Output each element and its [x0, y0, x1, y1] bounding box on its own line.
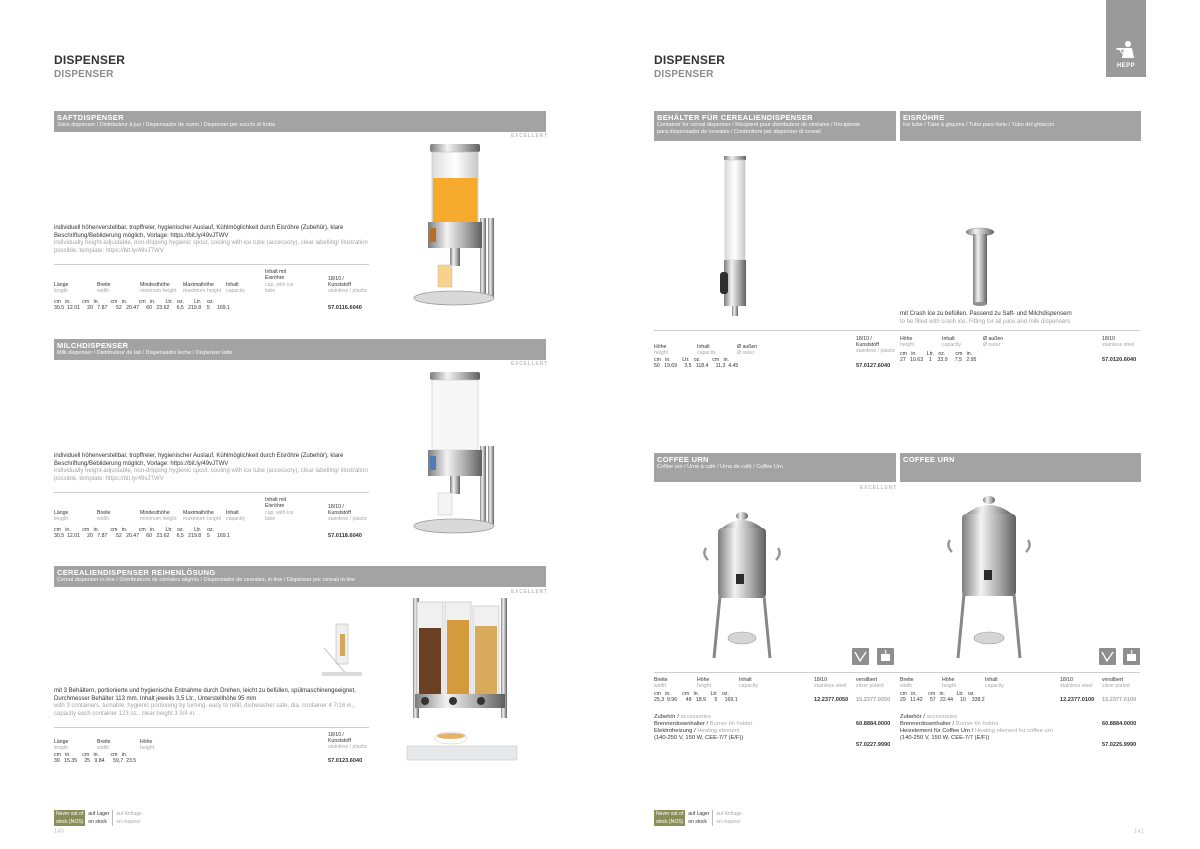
accessory-number: 60.8884.0000	[856, 721, 891, 727]
section-header-saftdispenser	[54, 111, 546, 132]
col-head: Mindesthöhe minimum height	[140, 510, 177, 523]
section-subtitle: Coffee urn / Urne à café / Urna de café / Coffee Urn	[657, 464, 783, 470]
section-title: EISRÖHRE	[903, 113, 945, 122]
section-header-coffee-urn	[654, 453, 896, 482]
accessory-number: 57.0225.9990	[1102, 742, 1137, 748]
divider	[654, 672, 1140, 673]
col-head: Inhalt capacity	[226, 282, 246, 295]
section-title: COFFEE URN	[903, 455, 955, 464]
burner-icon	[877, 648, 894, 665]
accessories: Zubehör / accessories Brennerdosenhalter / Burner tin holder Heizelement für Coffee Urn / Heating element for coffee urn (140-250 V, 150 W, CEE-7/7 (E/F))	[900, 714, 1053, 741]
values-row: 25,3 9.96 48 18.9 5 169.1	[654, 697, 738, 703]
col-head: Breite width	[900, 677, 914, 690]
legend-nos: Never out of	[56, 811, 84, 817]
section-subtitle-2: para dispensador de cereales / Contenitore per dispenser di cereali	[657, 129, 821, 135]
left-page-title: DISPENSER	[54, 53, 126, 67]
section-header-eisroehre	[900, 111, 1141, 141]
units-row: cm in. Ltr. oz. cm in.	[654, 357, 729, 363]
spec-table-saft	[54, 269, 374, 315]
col-head: Höhe height	[900, 336, 915, 349]
description-en: with 3 containers, turnable, hygienic portioning by turning, easy to refill, dishwasher safe, dia. container 4 7/16 in., capacity each container 123 oz., clear height 3 3/4 in.	[54, 703, 355, 717]
burner-icon-2	[1123, 648, 1140, 665]
left-page-number: 140	[54, 829, 65, 835]
col-head: Maximalhöhe maximum height	[183, 282, 222, 295]
section-subtitle-1: Container for cereal dispenser / Récipient pour distributeur de céréales / Recipiente	[657, 122, 860, 128]
units-row: cm in. cm in. cm in. cm in. Ltr. oz. Ltr. oz.	[54, 527, 214, 533]
milk-dispenser-image	[410, 368, 505, 538]
spec-table-cereal	[54, 732, 374, 772]
accessory-number: 57.0227.9990	[856, 742, 891, 748]
legend-on-stock-en: on stock	[685, 818, 713, 826]
col-head: 18/10 / Kunststoff stainless / plastic	[856, 336, 896, 355]
product-description	[54, 225, 369, 255]
description-en: individually height-adjustable, non-dripping hygienic spout, cooling with ice tube (accessory), clear labelling/ illustration possible, template: https://bit.ly/49vJTWV	[54, 468, 368, 482]
values-row: 50 19.69 3,5 118.4 11,3 4.45	[654, 363, 739, 369]
col-head: Inhalt capacity	[985, 677, 1005, 690]
section-subtitle: Cereal dispenser in-line / Distributeurs de céréales alignés / Dispensador de cereales, in-line / Dispenser per cereali in-line	[57, 577, 356, 583]
excellent-badge: EXCELLENT	[511, 361, 548, 367]
waiter-icon	[1114, 40, 1138, 60]
description-de: individuell höhenverstellbar, tropffreier, hygienischer Auslauf, Kühlmöglichkeit durch Eisröhre (Zubehör), klare Beschriftung/Bebilderung möglich, Vorlage: https://bit.ly/49vJTWV	[54, 225, 344, 239]
section-header-behaelter	[654, 111, 896, 141]
description-en: to be filled with crash ice. Fitting for all juice and milk dispensers	[900, 318, 1071, 325]
ice-tube-image	[962, 226, 998, 308]
accessories: Zubehör / accessories Brennerdosenhalter / Burner tin holder Elektroheizung / Heating element (140-250 V, 150 W, CEE-7/7 (E/F))	[654, 714, 753, 741]
coffee-urn-image-small	[700, 508, 785, 666]
product-description	[54, 688, 369, 718]
stock-legend-right	[654, 810, 745, 826]
col-head: Höhe height	[697, 677, 712, 690]
col-head: Länge length	[54, 739, 69, 752]
col-head: Höhe height	[942, 677, 957, 690]
col-head: cap. with ice tube	[265, 510, 294, 523]
legend-on-request-en: on request	[716, 819, 741, 825]
stock-legend	[54, 810, 145, 826]
left-page-subtitle: DISPENSER	[54, 69, 114, 80]
legend-on-stock: auf Lager	[85, 810, 113, 818]
article-number: 12.2377.0050	[814, 697, 849, 703]
col-head: Breite width	[97, 282, 111, 295]
excellent-badge: EXCELLENT	[511, 589, 548, 595]
section-subtitle: Milk dispenser / Distributeur de lait / Dispensador leche / Dispenser latte	[57, 350, 233, 356]
col-head: versilbert silver plated	[1102, 677, 1130, 690]
col-head: Länge length	[54, 282, 69, 295]
units-row: cm in. cm in. cm in. cm in. Ltr. oz. Ltr. oz.	[54, 299, 214, 305]
col-head: Inhalt mit Eisröhre	[265, 269, 287, 282]
article-number: 57.0116.6040	[328, 305, 362, 311]
col-head: 18/10 stainless steel	[1060, 677, 1093, 690]
article-number: 57.0123.6040	[328, 758, 363, 764]
col-head: Inhalt capacity	[226, 510, 246, 523]
description-en: individually height-adjustable, non-dripping hygienic spout, cooling with ice tube (accessory), clear labelling/ illustration possible, template: https://bit.ly/49vJTWV	[54, 240, 368, 254]
description-de: mit 3 Behältern, portionierte und hygienische Entnahme durch Drehen, leicht zu befüllen, spülmaschinengeeignet, Durchmesser Behälter 113 mm, Inhalt jeweils 3,5 Ltr., Unterstellhöhe 95 mm	[54, 688, 356, 702]
product-description	[54, 453, 369, 483]
spec-table-behaelter	[654, 336, 896, 376]
legend-on-request-en: on request	[116, 819, 141, 825]
col-head: 18/10 stainless steel	[1102, 336, 1135, 349]
section-subtitle: Juice dispenser / Distributeur à jus / Dispensador de zumo / Dispenser per succhi di frutta	[57, 122, 275, 128]
section-title: CEREALIENDISPENSER REIHENLÖSUNG	[57, 568, 216, 577]
units-row: cm in. cm in. Ltr. oz.	[654, 691, 729, 697]
right-page-number: 141	[1134, 829, 1145, 835]
article-number-silver: 15.2377.0100	[1102, 697, 1137, 703]
legend-nos-2: stock (NOS)	[54, 818, 85, 826]
spec-table-milch	[54, 497, 374, 543]
col-head: 18/10 / Kunststoff stainless / plastic	[328, 276, 368, 295]
right-page-subtitle: DISPENSER	[654, 69, 714, 80]
legend-on-stock: auf Lager	[685, 810, 713, 818]
excellent-badge: EXCELLENT	[511, 133, 548, 139]
article-number: 57.0118.6040	[328, 533, 362, 539]
heating-element-icon-2	[1099, 648, 1116, 665]
col-head: Mindesthöhe minimum height	[140, 282, 177, 295]
col-head: Inhalt capacity	[739, 677, 759, 690]
units-row: cm in. cm in. cm in.	[54, 752, 128, 758]
cereal-dispenser-image	[405, 598, 520, 763]
spec-table-eisroehre	[900, 336, 1141, 376]
coffee-urn-image-large	[944, 492, 1034, 664]
col-head: Maximalhöhe maximum height	[183, 510, 222, 523]
col-head: versilbert silver plated	[856, 677, 884, 690]
values-row: 39 15.35 25 9.84 59,7 23.5	[54, 758, 137, 764]
ice-tube-description	[900, 311, 1140, 326]
excellent-badge: EXCELLENT	[860, 485, 897, 491]
col-head: Höhe height	[140, 739, 155, 752]
article-number-silver: 15.2377.0050	[856, 697, 891, 703]
col-head: 18/10 stainless steel	[814, 677, 847, 690]
legend-on-request: auf Anfrage	[116, 811, 142, 817]
divider	[54, 492, 369, 493]
values-row: 27 10.63 1 33.9 7,5 2.95	[900, 357, 977, 363]
legend-on-request: auf Anfrage	[716, 811, 742, 817]
units-row: cm in. cm in. Ltr. oz.	[900, 691, 975, 697]
col-head: Länge length	[54, 510, 69, 523]
values-row: 30,5 12.01 20 7.87 52 20.47 60 23.62 6,5 219.8 5 169.1	[54, 305, 230, 311]
article-number: 57.0120.6040	[1102, 357, 1137, 363]
section-subtitle: Ice tube / Tube à glaçons / Tubo para hielo / Tubo del ghiaccio	[903, 122, 1055, 128]
legend-nos: Never out of	[656, 811, 684, 817]
values-row: 29 11.42 57 22.44 10 338.2	[900, 697, 985, 703]
section-title: MILCHDISPENSER	[57, 341, 129, 350]
col-head: Inhalt capacity	[942, 336, 962, 349]
brand-logo	[1106, 0, 1146, 77]
col-head: Ø außen Ø outer	[737, 344, 758, 357]
section-title: COFFEE URN	[657, 455, 709, 464]
juice-dispenser-image	[410, 140, 505, 310]
col-head: 18/10 / Kunststoff stainless / plastic	[328, 732, 368, 751]
accessory-number: 60.8884.0000	[1102, 721, 1137, 727]
divider	[54, 727, 369, 728]
divider	[54, 264, 369, 265]
units-row: cm in. Ltr. oz. cm in.	[900, 351, 973, 357]
cereal-dispenser-thumbnail	[318, 620, 368, 680]
col-head: cap. with ice tube	[265, 282, 294, 295]
article-number: 12.2377.0100	[1060, 697, 1095, 703]
section-header-coffee-urn-2	[900, 453, 1141, 482]
description-de: individuell höhenverstellbar, tropffreier, hygienischer Auslauf, Kühlmöglichkeit durch Eisröhre (Zubehör), klare Beschriftung/Bebilderung möglich, Vorlage: https://bit.ly/49vJTWV	[54, 453, 344, 467]
legend-nos-2: stock (NOS)	[654, 818, 685, 826]
col-head: Breite width	[97, 739, 111, 752]
col-head: Breite width	[654, 677, 668, 690]
col-head: 18/10 / Kunststoff stainless / plastic	[328, 504, 368, 523]
article-number: 57.0127.6040	[856, 363, 891, 369]
values-row: 30,5 12.01 20 7.87 52 20.47 60 23.62 6,5 219.8 5 169.1	[54, 533, 230, 539]
section-header-milchdispenser	[54, 339, 546, 360]
divider	[654, 330, 1140, 331]
section-title: BEHÄLTER FÜR CEREALIENDISPENSER	[657, 113, 813, 122]
spec-table-coffee-urn-1	[654, 677, 896, 753]
section-title: SAFTDISPENSER	[57, 113, 124, 122]
col-head: Breite width	[97, 510, 111, 523]
legend-on-stock-en: on stock	[85, 818, 113, 826]
section-header-cerealdispenser	[54, 566, 546, 587]
col-head: Ø außen Ø outer	[983, 336, 1004, 349]
col-head: Höhe height	[654, 344, 669, 357]
heating-element-icon	[852, 648, 869, 665]
col-head: Inhalt capacity	[697, 344, 717, 357]
right-page-title: DISPENSER	[654, 53, 726, 67]
brand-name: HEPP	[1116, 63, 1136, 69]
description-de: mit Crash Ice zu befüllen. Passend zu Saft- und Milchdispensern	[900, 311, 1072, 317]
spec-table-coffee-urn-2	[900, 677, 1141, 753]
col-head: Inhalt mit Eisröhre	[265, 497, 287, 510]
cereal-container-image	[710, 154, 760, 320]
